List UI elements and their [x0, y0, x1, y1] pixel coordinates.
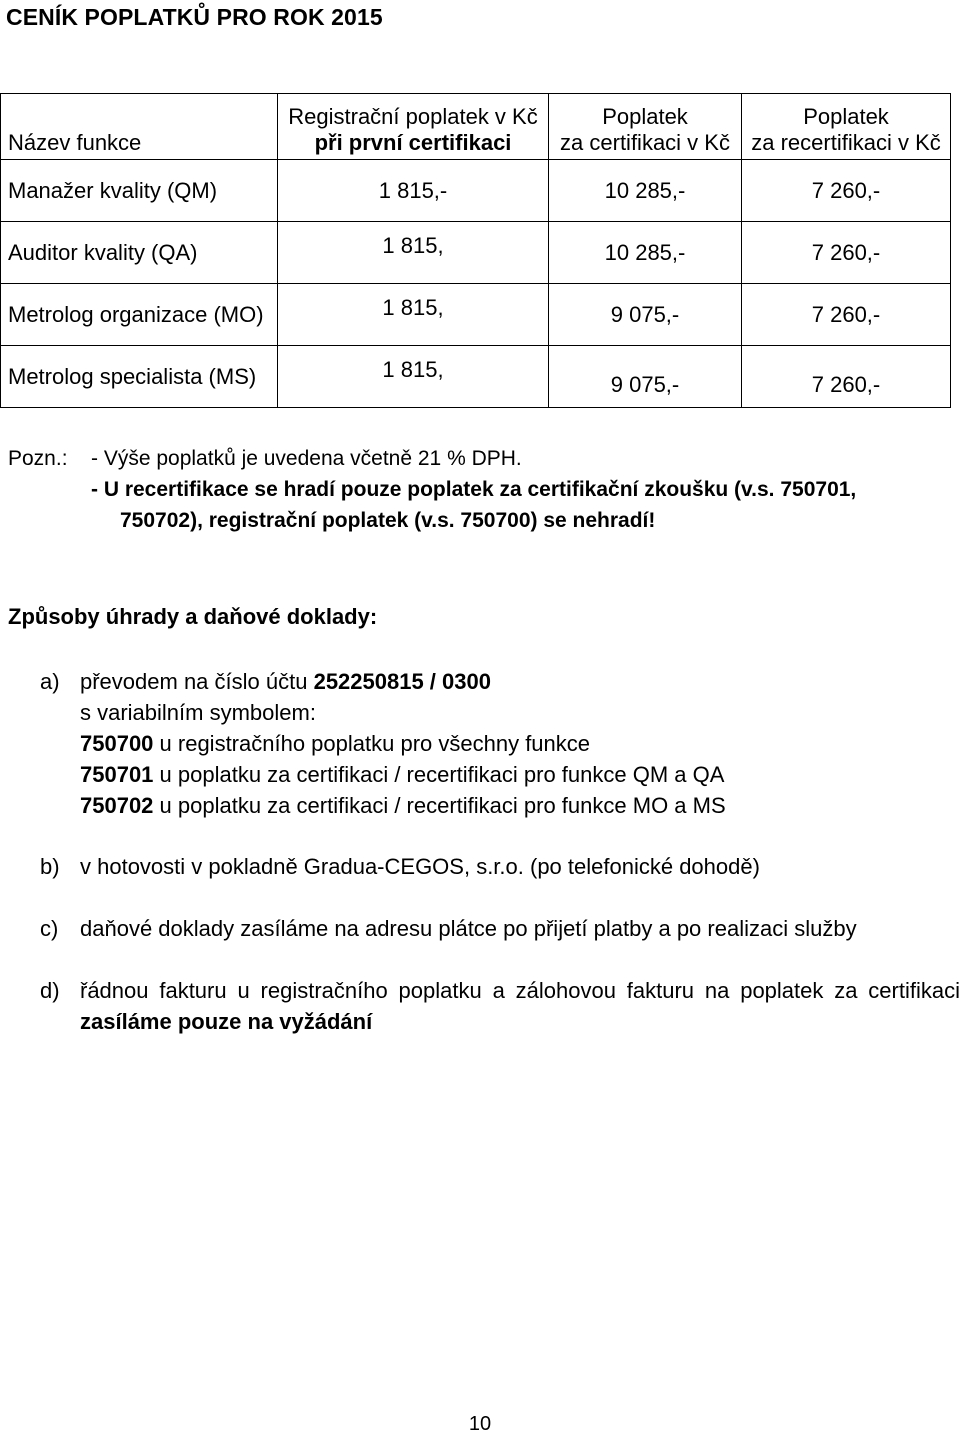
invoice-text-line2: zasíláme pouze na vyžádání	[80, 1009, 373, 1034]
recertification-fee: 7 260,-	[742, 346, 951, 408]
transfer-text: převodem na číslo účtu	[80, 669, 314, 694]
payment-title: Způsoby úhrady a daňové doklady:	[8, 604, 378, 629]
payment-list	[0, 666, 960, 1037]
registration-fee: 1 815,	[278, 222, 549, 284]
registration-fee: 1 815,	[278, 284, 549, 346]
recertification-fee: 7 260,-	[742, 222, 951, 284]
payment-item-c	[0, 913, 960, 944]
notes-label: Pozn.:	[8, 447, 68, 470]
header-registration	[278, 94, 549, 160]
item-letter: b)	[40, 854, 60, 879]
header-name: Název funkce	[1, 94, 278, 160]
table-header-row	[1, 94, 951, 160]
vs-line: 750702 u poplatku za certifikaci / recertifikaci pro funkce MO a MS	[80, 793, 726, 818]
fee-table	[0, 93, 951, 408]
certification-fee: 10 285,-	[549, 222, 742, 284]
cash-text: v hotovosti v pokladně Gradua-CEGOS, s.r.o. (po telefonické dohodě)	[80, 854, 760, 879]
function-name: Metrolog organizace (MO)	[1, 284, 278, 346]
function-name: Manažer kvality (QM)	[1, 160, 278, 222]
certification-fee: 9 075,-	[549, 346, 742, 408]
invoice-text-line1: řádnou fakturu u registračního poplatku a zálohovou fakturu na poplatek za certifikaci	[80, 978, 960, 1003]
table-row	[1, 284, 951, 346]
vs-line: 750701 u poplatku za certifikaci / recertifikaci pro funkce QM a QA	[80, 762, 725, 787]
registration-fee: 1 815,	[278, 346, 549, 408]
header-certification-line2: za certifikaci v Kč	[560, 130, 730, 155]
registration-fee: 1 815,-	[278, 160, 549, 222]
certification-fee: 10 285,-	[549, 160, 742, 222]
notes-section	[8, 447, 856, 540]
table-row	[1, 346, 951, 408]
function-name: Auditor kvality (QA)	[1, 222, 278, 284]
header-registration-line2: při první certifikaci	[314, 130, 512, 155]
item-letter: d)	[40, 978, 60, 1003]
header-recertification-line1: Poplatek	[803, 104, 889, 129]
note-recertification-line1: - U recertifikace se hradí pouze poplatek za certifikační zkoušku (v.s. 750701,	[91, 478, 857, 501]
header-recertification	[742, 94, 951, 160]
header-registration-line1: Registrační poplatek v Kč	[288, 104, 538, 129]
header-certification	[549, 94, 742, 160]
page-title: CENÍK POPLATKŮ PRO ROK 2015	[6, 4, 383, 30]
note-recertification-line2: 750702), registrační poplatek (v.s. 750700) se nehradí!	[120, 509, 656, 532]
certification-fee: 9 075,-	[549, 284, 742, 346]
payment-item-a	[0, 666, 960, 821]
table-row	[1, 160, 951, 222]
function-name: Metrolog specialista (MS)	[1, 346, 278, 408]
note-vat: - Výše poplatků je uvedena včetně 21 % DPH.	[91, 447, 522, 470]
header-recertification-line2: za recertifikaci v Kč	[751, 130, 941, 155]
bank-account: 252250815 / 0300	[313, 669, 491, 694]
table-row	[1, 222, 951, 284]
recertification-fee: 7 260,-	[742, 284, 951, 346]
item-letter: a)	[40, 669, 60, 694]
recertification-fee: 7 260,-	[742, 160, 951, 222]
page-number: 10	[468, 1413, 492, 1435]
payment-item-d	[0, 975, 960, 1037]
header-certification-line1: Poplatek	[602, 104, 688, 129]
item-letter: c)	[40, 916, 59, 941]
tax-documents-text: daňové doklady zasíláme na adresu plátce po přijetí platby a po realizaci služby	[80, 916, 857, 941]
variable-symbol-label: s variabilním symbolem:	[80, 700, 316, 725]
payment-item-b	[0, 851, 960, 882]
vs-line: 750700 u registračního poplatku pro všechny funkce	[80, 731, 591, 756]
